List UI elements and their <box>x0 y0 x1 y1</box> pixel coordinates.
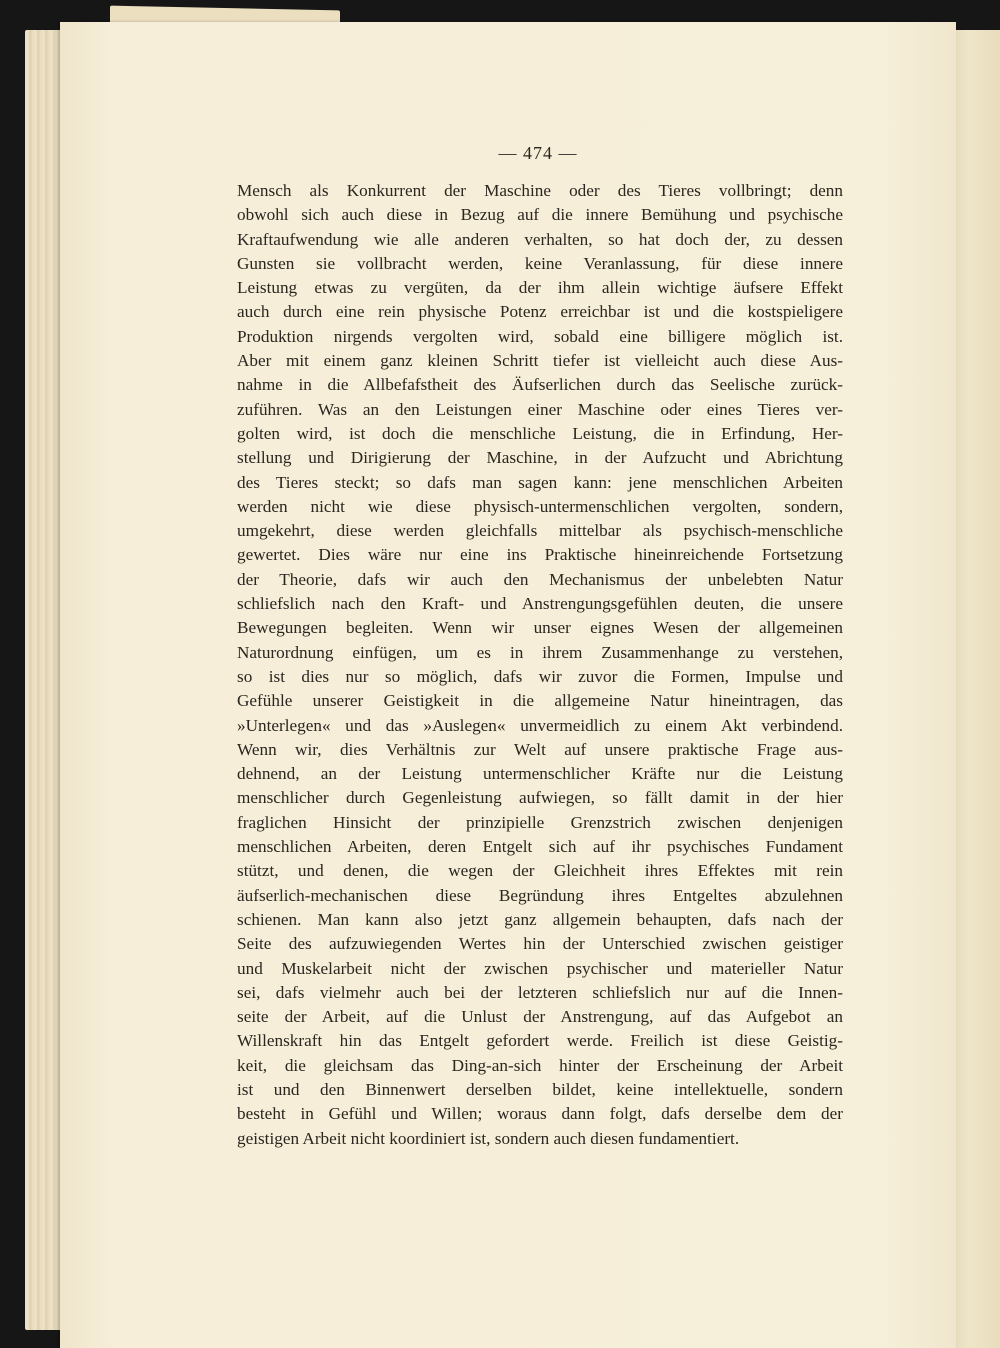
text-line: menschlicher durch Gegenleistung aufwiegen, so fällt damit in der hier <box>237 788 843 808</box>
text-line: äufserlich-mechanischen diese Begründung ihres Entgeltes abzulehnen <box>237 885 843 905</box>
text-line: Seite des aufzuwiegenden Wertes hin der Unterschied zwischen geistiger <box>237 934 843 954</box>
text-line: Aber mit einem ganz kleinen Schritt tiefer ist vielleicht auch diese Aus- <box>237 351 843 371</box>
text-line: gewertet. Dies wäre nur eine ins Praktische hineinreichende Fortsetzung <box>237 545 843 565</box>
text-line: dehnend, an der Leistung untermenschlicher Kräfte nur die Leistung <box>237 764 843 784</box>
text-line: schienen. Man kann also jetzt ganz allgemein behaupten, dafs nach der <box>237 909 843 929</box>
page-number: — 474 — <box>498 143 578 163</box>
text-line: Produktion nirgends vergolten wird, sobald eine billigere möglich ist. <box>237 326 843 346</box>
text-line: des Tieres steckt; so dafs man sagen kann: jene menschlichen Arbeiten <box>237 472 843 492</box>
text-line: geistigen Arbeit nicht koordiniert ist, sondern auch diesen fundamentiert. <box>237 1128 740 1148</box>
text-line: nahme in die Allbefafstheit des Äufserlichen durch das Seelische zurück- <box>237 375 843 395</box>
text-line: fraglichen Hinsicht der prinzipielle Grenzstrich zwischen denjenigen <box>237 812 843 832</box>
text-line: Naturordnung einfügen, um es in ihrem Zusammenhange zu verstehen, <box>237 642 843 662</box>
text-line: so ist dies nur so möglich, dafs wir zuvor die Formen, Impulse und <box>237 666 843 686</box>
text-line: umgekehrt, diese werden gleichfalls mittelbar als psychisch-menschliche <box>237 521 843 541</box>
text-line: auch durch eine rein physische Potenz erreichbar ist und die kostspieligere <box>237 302 843 322</box>
text-line: und Muskelarbeit nicht der zwischen psychischer und materieller Natur <box>237 958 843 978</box>
text-line: sei, dafs vielmehr auch bei der letzteren schliefslich nur auf die Innen- <box>237 982 843 1002</box>
text-line: golten wird, ist doch die menschliche Leistung, die in Erfindung, Her- <box>237 423 843 443</box>
text-line: stützt, und denen, die wegen der Gleichheit ihres Effektes mit rein <box>237 861 843 881</box>
text-line: Wenn wir, dies Verhältnis zur Welt auf unsere praktische Frage aus- <box>237 739 843 759</box>
text-line: keit, die gleichsam das Ding-an-sich hinter der Erscheinung der Arbeit <box>237 1055 843 1075</box>
text-line: schliefslich nach den Kraft- und Anstrengungsgefühlen deuten, die unsere <box>237 594 843 614</box>
text-line: Bewegungen begleiten. Wenn wir unser eignes Wesen der allgemeinen <box>237 618 843 638</box>
text-line: besteht in Gefühl und Willen; woraus dann folgt, dafs derselbe dem der <box>237 1104 843 1124</box>
text-line: ist und den Binnenwert derselben bildet, keine intellektuelle, sondern <box>237 1079 843 1099</box>
text-line: menschlichen Arbeiten, deren Entgelt sich auf ihr psychisches Fundament <box>237 837 843 857</box>
text-line: Mensch als Konkurrent der Maschine oder des Tieres vollbringt; denn <box>237 181 843 200</box>
text-line: Leistung etwas zu vergüten, da der ihm allein wichtige äufsere Effekt <box>237 278 843 298</box>
text-line: »Unterlegen« und das »Auslegen« unvermeidlich zu einem Akt verbindend. <box>237 715 843 735</box>
text-line: Gefühle unserer Geistigkeit in die allgemeine Natur hineintragen, das <box>237 691 843 711</box>
body-text <box>237 179 843 1151</box>
text-line: stellung und Dirigierung der Maschine, in der Aufzucht und Abrichtung <box>237 448 843 468</box>
text-line: werden nicht wie diese physisch-untermenschlichen vergolten, sondern, <box>237 496 843 516</box>
text-line: zuführen. Was an den Leistungen einer Maschine oder eines Tieres ver- <box>237 399 843 419</box>
text-line: Gunsten sie vollbracht werden, keine Veranlassung, für diese innere <box>237 253 843 273</box>
text-line: Willenskraft hin das Entgelt gefordert werde. Freilich ist diese Geistig- <box>237 1031 843 1051</box>
text-line: obwohl sich auch diese in Bezug auf die innere Bemühung und psychische <box>237 205 843 225</box>
next-page-edge <box>950 30 1000 1348</box>
text-line: seite der Arbeit, auf die Unlust der Anstrengung, auf das Aufgebot an <box>237 1007 843 1027</box>
text-line: Kraftaufwendung wie alle anderen verhalten, so hat doch der, zu dessen <box>237 229 843 249</box>
text-line: der Theorie, dafs wir auch den Mechanismus der unbelebten Natur <box>237 569 843 589</box>
